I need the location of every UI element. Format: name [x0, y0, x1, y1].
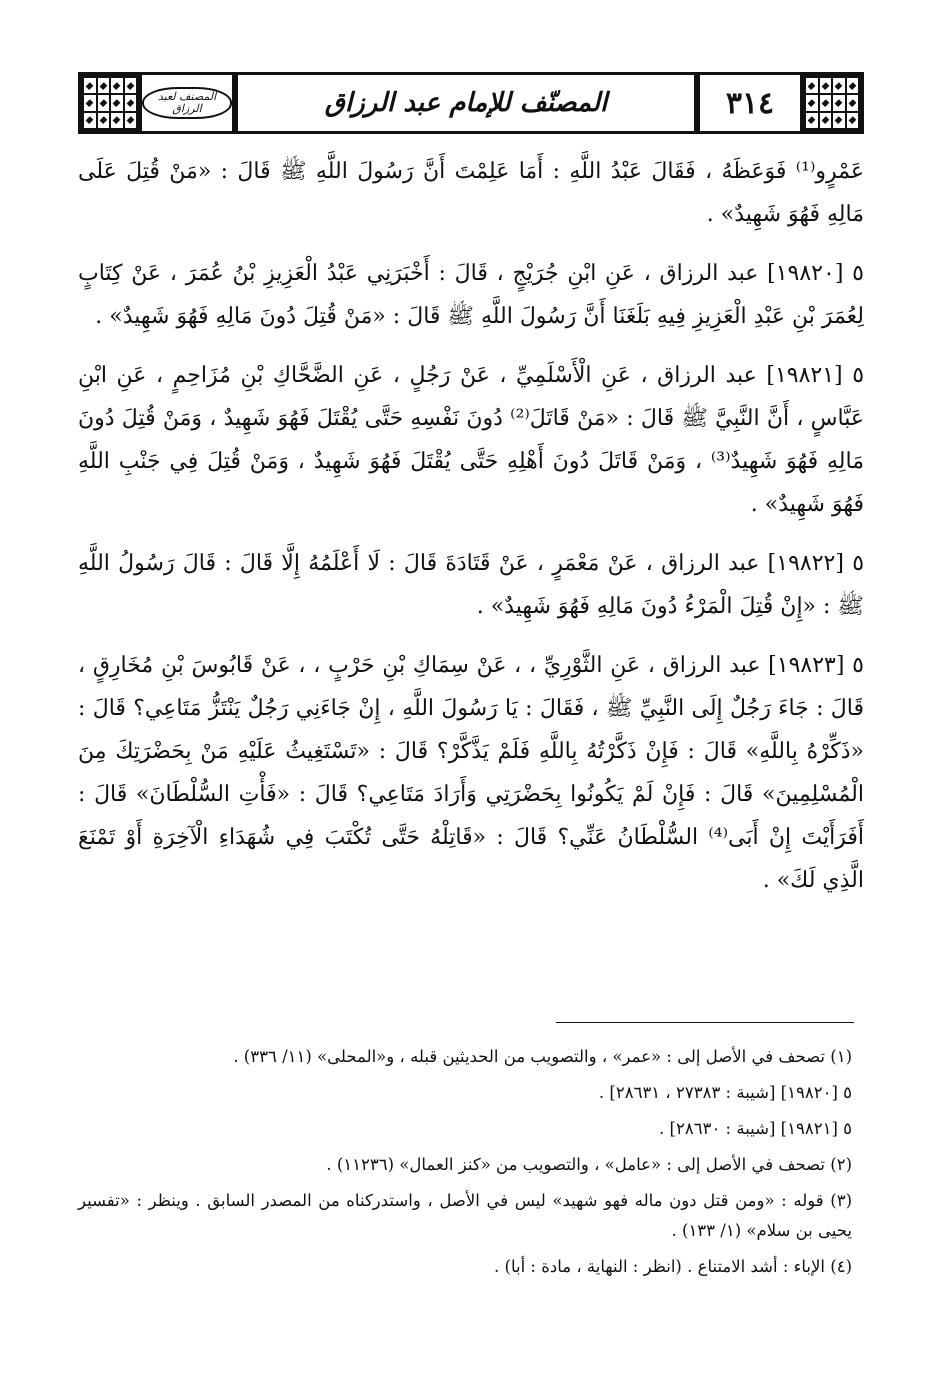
page-body	[78, 150, 864, 918]
footnote-4: (٤) الإباء : أشد الامتناع . (انظر : النهاية ، مادة : أبا) .	[494, 1257, 852, 1276]
hadith-19821: ٥ [١٩٨٢١] عبد الرزاق ، عَنِ الْأَسْلَمِيِّ ، عَنْ رَجُلٍ ، عَنِ الضَّحَّاكِ بْنِ مُزَاحِمٍ ، عَنِ ابْنِ عَبَّاسٍ ، أَنَّ النَّبِيَّ ﷺ قَالَ : «مَنْ قَاتَلَ⁽²⁾ دُونَ نَفْسِهِ حَتَّى يُقْتَلَ فَهُوَ شَهِيدٌ ، وَمَنْ قُتِلَ دُونَ مَالِهِ فَهُوَ شَهِيدٌ⁽³⁾ ، وَمَنْ قَاتَلَ دُونَ أَهْلِهِ حَتَّى يُقْتَلَ فَهُوَ شَهِيدٌ ، وَمَنْ قُتِلَ فِي جَنْبِ اللَّهِ فَهُوَ شَهِيدٌ» .	[78, 363, 865, 517]
hadith-19822: ٥ [١٩٨٢٢] عبد الرزاق ، عَنْ مَعْمَرٍ ، عَنْ قَتَادَةَ قَالَ : لَا أَعْلَمُهُ إِلَّا قَالَ : قَالَ رَسُولُ اللَّهِ ﷺ : «إِنْ قُتِلَ الْمَرْءُ دُونَ مَالِهِ فَهُوَ شَهِيدٌ» .	[78, 551, 865, 619]
book-title: المصنّف للإمام عبد الرزاق	[235, 75, 697, 131]
page-header	[78, 72, 864, 134]
footnote-separator	[556, 1022, 854, 1023]
hadith-19820: ٥ [١٩٨٢٠] عبد الرزاق ، عَنِ ابْنِ جُرَيْجٍ ، قَالَ : أَخْبَرَنِي عَبْدُ الْعَزِيزِ بْنُ عُمَرَ ، عَنْ كِتَابٍ لِعُمَرَ بْنِ عَبْدِ الْعَزِيزِ فِيهِ بَلَغَنَا أَنَّ رَسُولَ اللَّهِ ﷺ قَالَ : «مَنْ قُتِلَ دُونَ مَالِهِ فَهُوَ شَهِيدٌ» .	[78, 261, 864, 329]
paragraph-continuation: عَمْرٍو⁽¹⁾ فَوَعَظَهُ ، فَقَالَ عَبْدُ اللَّهِ : أَمَا عَلِمْتَ أَنَّ رَسُولَ اللَّهِ ﷺ قَالَ : «مَنْ قُتِلَ عَلَى مَالِهِ فَهُوَ شَهِيدٌ» .	[78, 159, 864, 227]
hadith-19823: ٥ [١٩٨٢٣] عبد الرزاق ، عَنِ الثَّوْرِيِّ ، ، عَنْ سِمَاكِ بْنِ حَرْبٍ ، ، عَنْ قَابُوسَ بْنِ مُخَارِقٍ ، قَالَ : جَاءَ رَجُلٌ إِلَى النَّبِيِّ ﷺ ، فَقَالَ : يَا رَسُولَ اللَّهِ ، إِنْ جَاءَنِي رَجُلٌ يَنْتَزُّ مَتَاعِي؟ قَالَ : «ذَكِّرْهُ بِاللَّهِ» قَالَ : فَإِنْ ذَكَّرْتُهُ بِاللَّهِ فَلَمْ يَذَّكَّرْ؟ قَالَ : «تَسْتَغِيثُ عَلَيْهِ مَنْ بِحَضْرَتِكَ مِنَ الْمُسْلِمِينَ» قَالَ : فَإِنْ لَمْ يَكُونُوا بِحَضْرَتِي وَأَرَادَ مَتَاعِي؟ قَالَ : «فَأْتِ السُّلْطَانَ» قَالَ : أَفَرَأَيْتَ إِنْ أَبَى⁽⁴⁾ السُّلْطَانُ عَنِّي؟ قَالَ : «قَاتِلْهُ حَتَّى تُكْتَبَ فِي شُهَدَاءِ الْآخِرَةِ أَوْ تَمْنَعَ الَّذِي لَكَ» .	[78, 653, 864, 893]
footnote-2: (٢) تصحف في الأصل إلى : «عامل» ، والتصويب من «كنز العمال» (١١٢٣٦) .	[326, 1155, 852, 1174]
footnote-1: (١) تصحف في الأصل إلى : «عمر» ، والتصويب من الحديثين قبله ، و«المحلى» (١١/ ٣٣٦) .	[233, 1047, 852, 1066]
footnotes	[78, 1042, 864, 1288]
header-ornament-left	[81, 75, 139, 131]
footnote-source-19821: ٥ [١٩٨٢١] [شيبة : ٢٨٦٣٠] .	[659, 1119, 852, 1138]
page-number: ٣١٤	[697, 75, 803, 131]
emblem-text: المصنف لعبد الرزاق	[142, 87, 232, 118]
book-emblem	[139, 75, 235, 131]
footnote-source-19820: ٥ [١٩٨٢٠] [شيبة : ٢٧٣٨٣ ، ٢٨٦٣١] .	[598, 1083, 852, 1102]
footnote-3: (٣) قوله : «ومن قتل دون ماله فهو شهيد» ليس في الأصل ، واستدركناه من المصدر السابق . وينظر : «تفسير يحيى بن سلام» (١/ ١٣٣) .	[78, 1191, 852, 1240]
header-ornament-right	[803, 75, 861, 131]
